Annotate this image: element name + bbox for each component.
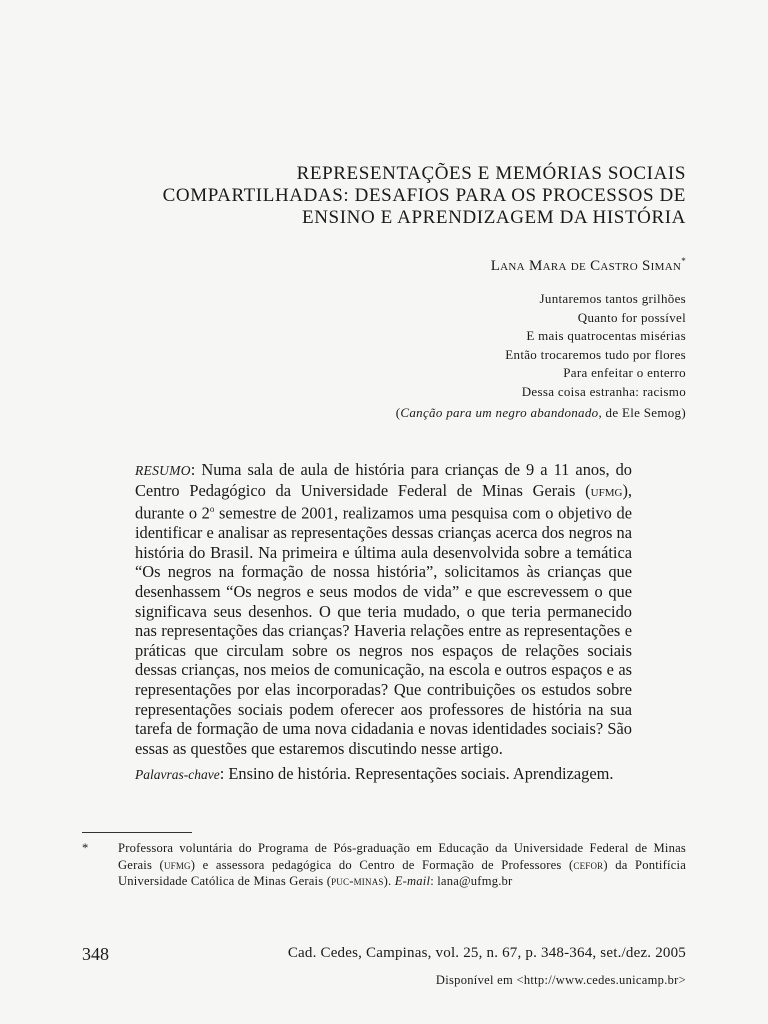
epigraph-line: Dessa coisa estranha: racismo	[521, 383, 686, 399]
title-line: ENSINO E APRENDIZAGEM DA HISTÓRIA	[302, 207, 686, 228]
author-name	[491, 256, 686, 275]
epigraph-line: Juntaremos tantos grilhões	[539, 291, 686, 306]
abstract-label: RESUMO	[135, 463, 191, 478]
epigraph-line: E mais quatrocentas misérias	[526, 328, 686, 344]
abstract: RESUMO: Numa sala de aula de história para crianças de 9 a 11 anos, do Centro Pedagógico da Universidade Federal de Minas Gerais (ufmg), durante o 2$^o$ semestre de 2001, realizamos uma pesquisa com o objetivo de identificar e analisar as representações dessas crianças acerca dos negros na história do Brasil. Na primeira e última aula desenvolvida sobre a temática “Os negros na formação de nossa história”, solicitamos às crianças que desenhassem “Os negros e seus modos de vida” e que escrevessem o que significava seus desenhos. O que teria mudado, o que teria permanecido nas representações das crianças? Haveria relações entre as representações e práticas que circulam sobre os negros nos espaços de relações sociais dessas crianças, nos meios de comunicação, na escola e outros espaços e as representações por elas incorporadas? Que contribuições os estudos sobre representações sociais podem oferecer aos professores de história na sua tarefa de formação de uma nova cidadania e novas identidades sociais? São essas as questões que estaremos discutindo nesse artigo.	[135, 460, 632, 758]
footnote-mark: *	[82, 841, 89, 855]
title-line: REPRESENTAÇÕES E MEMÓRIAS SOCIAIS	[296, 163, 686, 184]
article-title	[120, 163, 686, 229]
epigraph-source: (Canção para um negro abandonado, de Ele Semog)	[395, 404, 686, 420]
keywords: Palavras-chave: Ensino de história. Representações sociais. Aprendizagem.	[135, 764, 632, 785]
epigraph-line: Então trocaremos tudo por flores	[505, 346, 686, 362]
epigraph-line: Para enfeitar o enterro	[563, 365, 686, 381]
keywords-label: Palavras-chave	[135, 767, 220, 782]
author-footnote	[82, 840, 686, 890]
keywords-text: Ensino de história. Representações sociais. Aprendizagem.	[228, 764, 614, 783]
title-line: COMPARTILHADAS: DESAFIOS PARA OS PROCESSOS DE	[162, 185, 686, 206]
journal-citation: Cad. Cedes, Campinas, vol. 25, n. 67, p. 348-364, set./dez. 2005	[287, 945, 686, 961]
page-number: 348	[82, 944, 109, 964]
author-footnote-mark: *	[681, 256, 686, 266]
availability-url: Disponível em <http://www.cedes.unicamp.br>	[435, 973, 686, 987]
footnote-divider	[82, 832, 192, 833]
footnote-email: : lana@ufmg.br	[430, 874, 513, 889]
footnote-text: Professora voluntária do Programa de Pós-graduação em Educação da Universidade Federal de Minas Gerais (ufmg) e assessora pedagógica do Centro de Formação de Professores (cefor) da Pontifícia Universidade Católica de Minas Gerais (puc-minas). E-mail: lana@ufmg.br	[118, 841, 686, 889]
epigraph	[396, 290, 686, 422]
author-name-text: Lana Mara de Castro Siman	[490, 258, 682, 274]
epigraph-line: Quanto for possível	[577, 309, 686, 325]
epigraph-source-title: Canção para um negro abandonado	[400, 404, 599, 420]
